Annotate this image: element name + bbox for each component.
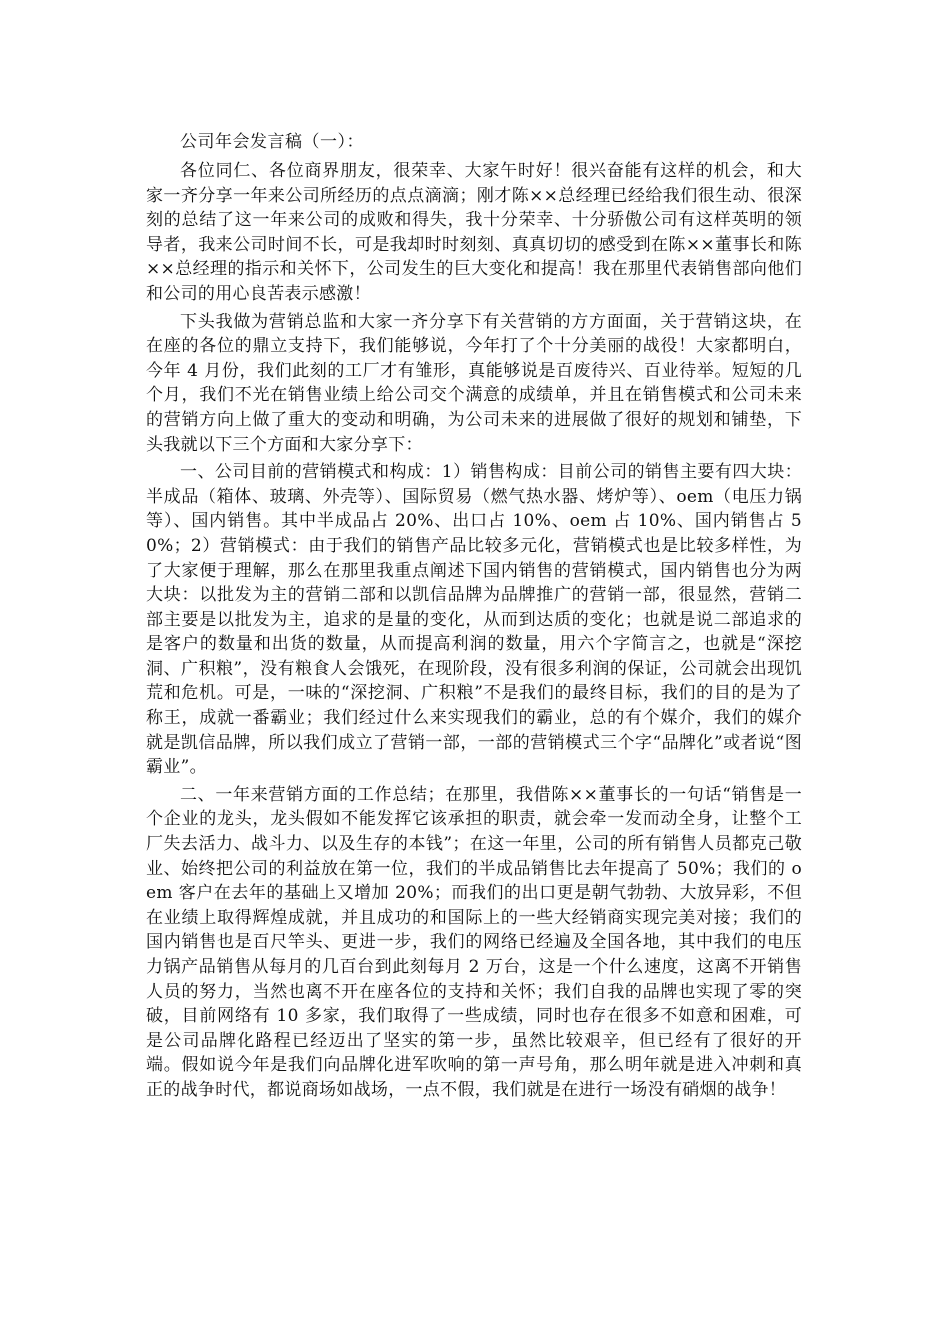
paragraph-work-summary: 二、一年来营销方面的工作总结；在那里，我借陈××董事长的一句话“销售是一个企业的龙头，龙头假如不能发挥它该承担的职责，就会牵一发而动全身，让整个工厂失去活力、战斗力、以及生存的本钱”；在这一年里，公司的所有销售人员都克己敬业、始终把公司的利益放在第一位，我们的半成品销售比去年提高了 50%；我们的 oem 客户在去年的基础上又增加 20%；而我们的出口更是朝气勃勃、大放异彩，不但在业绩上取得辉煌成就，并且成功的和国际上的一些大经销商实现完美对接；我们的国内销售也是百尺竿头、更进一步，我们的网络已经遍及全国各地，其中我们的电压力锅产品销售从每月的几百台到此刻每月 2 万台，这是一个什么速度，这离不开销售人员的努力，当然也离不开在座各位的支持和关怀；我们自我的品牌也实现了零的突破，目前网络有 10 多家，我们取得了一些成绩，同时也存在很多不如意和困难，可是公司品牌化路程已经迈出了坚实的第一步，虽然比较艰辛，但已经有了很好的开端。假如说今年是我们向品牌化进军吹响的第一声号角，那么明年就是进入冲刺和真正的战争时代，都说商场如战场，一点不假，我们就是在进行一场没有硝烟的战争！ xyxy=(146,784,802,1100)
paragraph-marketing-model: 一、公司目前的营销模式和构成：1）销售构成：目前公司的销售主要有四大块：半成品（箱体、玻璃、外壳等）、国际贸易（燃气热水器、烤炉等）、oem（电压力锅等）、国内销售。其中半成品占 20%、出口占 10%、oem 占 10%、国内销售占 50%；2）营销模式：由于我们的销售产品比较多元化，营销模式也是比较多样性，为了大家便于理解，那么在那里我重点阐述下国内销售的营销模式，国内销售也分为两大块：以批发为主的营销二部和以凯信品牌为品牌推广的营销一部，很显然，营销二部主要是以批发为主，追求的是量的变化，从而到达质的变化；也就是说二部追求的是客户的数量和出货的数量，从而提高利润的数量，用六个字简言之，也就是“深挖洞、广积粮”，没有粮食人会饿死，在现阶段，没有很多利润的保证，公司就会出现饥荒和危机。可是，一味的“深挖洞、广积粮”不是我们的最终目标，我们的目的是为了称王，成就一番霸业；我们经过什么来实现我们的霸业，总的有个媒介，我们的媒介就是凯信品牌，所以我们成立了营销一部，一部的营销模式三个字“品牌化”或者说“图霸业”。 xyxy=(146,462,802,778)
document-title: 公司年会发言稿（一）： xyxy=(180,132,364,152)
paragraph-greeting: 各位同仁、各位商界朋友，很荣幸、大家午时好！很兴奋能有这样的机会，和大家一齐分享一年来公司所经历的点点滴滴；刚才陈××总经理已经给我们很生动、很深刻的总结了这一年来公司的成败和得失，我十分荣幸、十分骄傲公司有这样英明的领导者，我来公司时间不长，可是我却时时刻刻、真真切切的感受到在陈××董事长和陈××总经理的指示和关怀下，公司发生的巨大变化和提高！我在那里代表销售部向他们和公司的用心良苦表示感激！ xyxy=(146,161,802,304)
document-page xyxy=(146,128,802,1103)
paragraph-intro: 下头我做为营销总监和大家一齐分享下有关营销的方方面面，关于营销这块，在在座的各位的鼎立支持下，我们能够说，今年打了个十分美丽的战役！大家都明白，今年 4 月份，我们此刻的工厂才有雏形，真能够说是百废待兴、百业待举。短短的几个月，我们不光在销售业绩上给公司交个满意的成绩单，并且在销售模式和公司未来的营销方向上做了重大的变动和明确，为公司未来的进展做了很好的规划和铺垫，下头我就以下三个方面和大家分享下： xyxy=(146,311,802,455)
